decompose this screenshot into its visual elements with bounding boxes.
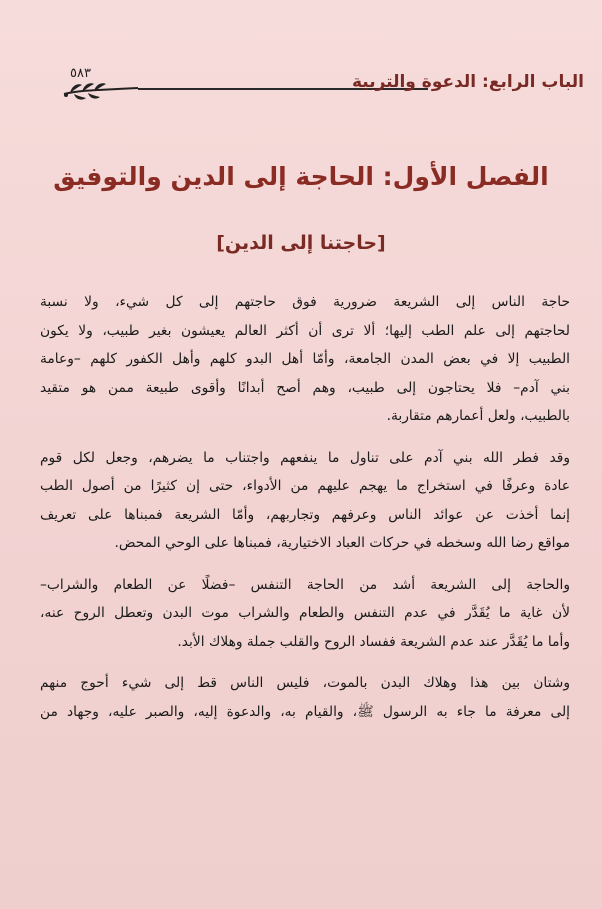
section-title: [حاجتنا إلى الدين] (216, 232, 386, 254)
text-line: مواقع رضا الله وسخطه في حركات العباد الاختيارية، فمبناها على الوحي المحض. (114, 535, 570, 551)
text-line: الطبيب إلا في بعض المدن الجامعة، وأمّا أهل البدو كلهم وأهل الكفور كلهم –وعامة (40, 351, 570, 367)
running-header (60, 66, 590, 106)
text-line: بني آدم– فلا يحتاجون إلى طبيب، وهم أصح أبدانًا وأقوى طبيعة ممن هو متقيد (40, 379, 570, 396)
paragraph-4 (40, 669, 570, 726)
paragraph-3 (40, 571, 570, 657)
text-line: وقد فطر الله بني آدم على تناول ما ينفعهم واجتناب ما يضرهم، وجعل لكل قوم (40, 449, 570, 466)
paragraph-2 (40, 444, 570, 558)
text-line: إلى معرفة ما جاء به الرسول ﷺ، والقيام به، والدعوة إليه، والصبر عليه، وجهاد من (40, 703, 570, 720)
floral-ornament-icon (60, 76, 140, 102)
text-line: حاجة الناس إلى الشريعة ضرورية فوق حاجتهم إلى كل شيء، ولا نسبة (40, 294, 570, 310)
text-line: لأن غاية ما يُقَدَّر في عدم التنفس والطعام والشراب موت البدن وتعطل الروح عنه، (40, 605, 570, 621)
page-number: ٥٨٣ (70, 66, 91, 81)
paragraph-1 (40, 288, 570, 431)
header-title: الباب الرابع: الدعوة والتربية (351, 72, 584, 92)
text-line: بالطبيب، ولعل أعمارهم متقاربة. (386, 408, 570, 424)
text-line: والحاجة إلى الشريعة أشد من الحاجة التنفس –فضلًا عن الطعام والشراب– (40, 576, 570, 593)
text-line: وشتان بين هذا وهلاك البدن بالموت، فليس الناس قط إلى شيء أحوج منهم (40, 675, 570, 691)
text-line: لحاجتهم إلى علم الطب إليها؛ ألا ترى أن أكثر العالم يعيشون بغير طبيب، ولا يكون (40, 322, 570, 339)
text-line: وأما ما يُقَدَّر عند عدم الشريعة ففساد الروح والقلب جملة وهلاك الأبد. (177, 633, 570, 650)
text-line: عادة وعرفًا في استخراج ما يهجم عليهم من الأدواء، حتى إن كثيرًا من أصول الطب (40, 478, 570, 494)
body-text (40, 288, 570, 739)
chapter-title: الفصل الأول: الحاجة إلى الدين والتوفيق (53, 162, 549, 191)
text-line: إنما أخذت عن عوائد الناس وعرفهم وتجاربهم، وأمّا الشريعة فمبناها على تعريف (40, 506, 570, 523)
